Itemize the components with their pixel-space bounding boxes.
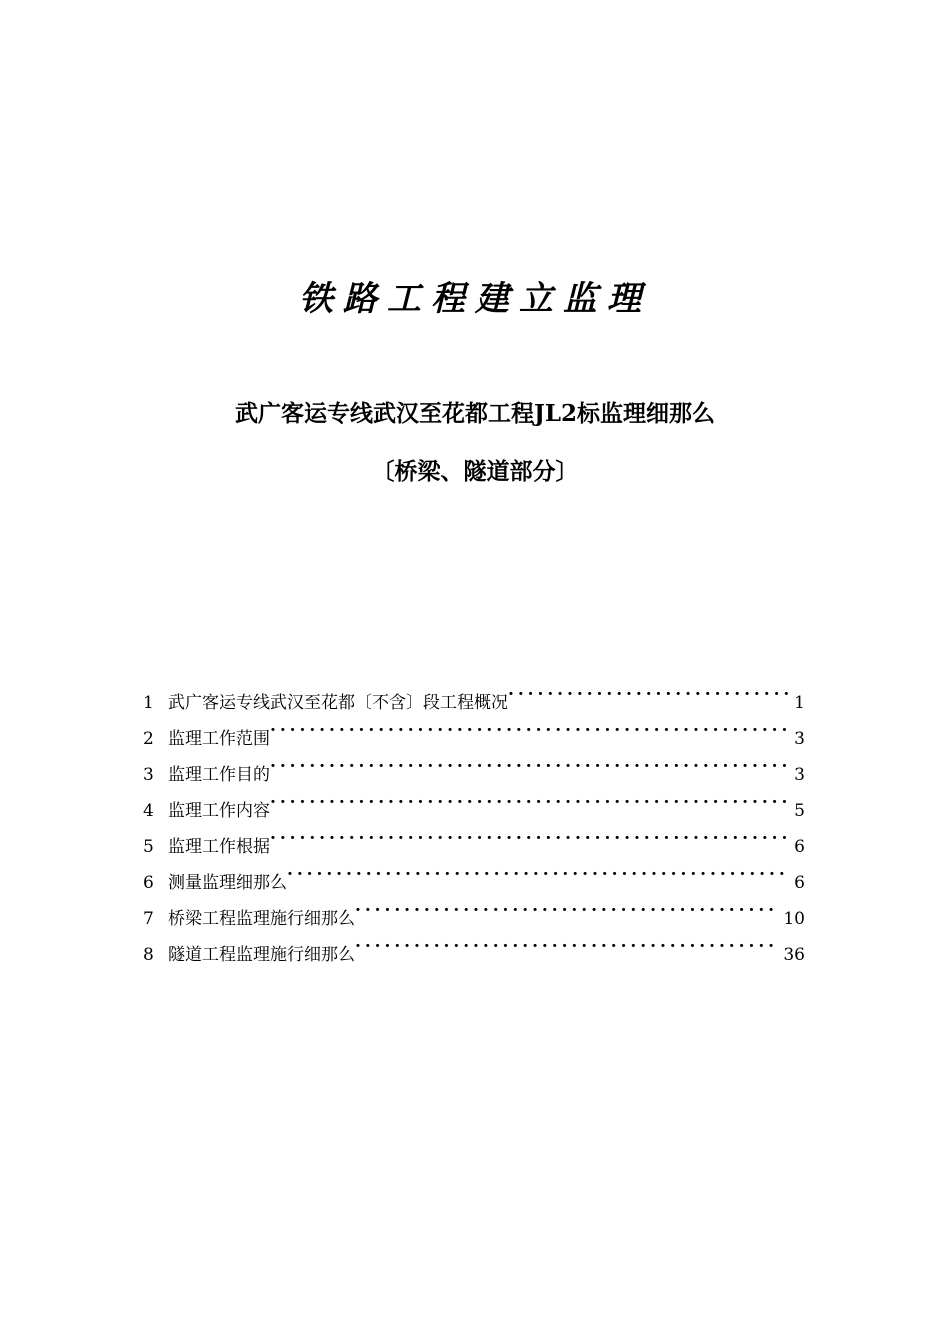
toc-entry-page: 6 — [794, 873, 805, 893]
toc-entry-title: 监理工作内容 — [168, 801, 270, 821]
toc-leader-dots — [270, 816, 790, 852]
toc-entry-title: 武广客运专线武汉至花都〔不含〕段工程概况 — [168, 693, 508, 713]
toc-entry-title: 桥梁工程监理施行细那么 — [168, 909, 355, 929]
table-of-contents — [143, 672, 805, 965]
toc-entry-page: 5 — [794, 801, 805, 821]
toc-leader-dots — [508, 672, 790, 708]
toc-entry-number: 2 — [143, 729, 154, 749]
toc-entry-number: 8 — [143, 945, 154, 965]
toc-leader-dots — [287, 852, 790, 888]
toc-entry-title: 监理工作范围 — [168, 729, 270, 749]
toc-entry-title: 测量监理细那么 — [168, 873, 287, 893]
toc-entry-page: 3 — [794, 729, 805, 749]
document-subtitle: 武广客运专线武汉至花都工程JL2标监理细那么 — [234, 400, 716, 427]
toc-entry-title: 监理工作根据 — [168, 837, 270, 857]
toc-leader-dots — [355, 924, 779, 960]
toc-entry-number: 6 — [143, 873, 154, 893]
toc-entry-number: 5 — [143, 837, 154, 857]
toc-entry-title: 监理工作目的 — [168, 765, 270, 785]
document-subtitle-section: 〔桥梁、隧道部分〕 — [371, 458, 579, 485]
toc-entry-number: 3 — [143, 765, 154, 785]
toc-entry-page: 1 — [794, 693, 805, 713]
toc-leader-dots — [270, 708, 790, 744]
toc-entry-number: 7 — [143, 909, 154, 929]
toc-entry-page: 10 — [783, 909, 805, 929]
toc-leader-dots — [355, 888, 779, 924]
toc-entry-number: 4 — [143, 801, 154, 821]
toc-entry-page: 36 — [783, 945, 805, 965]
toc-leader-dots — [270, 780, 790, 816]
toc-entry-page: 6 — [794, 837, 805, 857]
toc-entry-number: 1 — [143, 693, 154, 713]
cover-title: 铁路工程建立监理 — [299, 279, 651, 319]
toc-leader-dots — [270, 744, 790, 780]
toc-entry-title: 隧道工程监理施行细那么 — [168, 945, 355, 965]
toc-entry[interactable] — [143, 672, 805, 713]
toc-entry-page: 3 — [794, 765, 805, 785]
